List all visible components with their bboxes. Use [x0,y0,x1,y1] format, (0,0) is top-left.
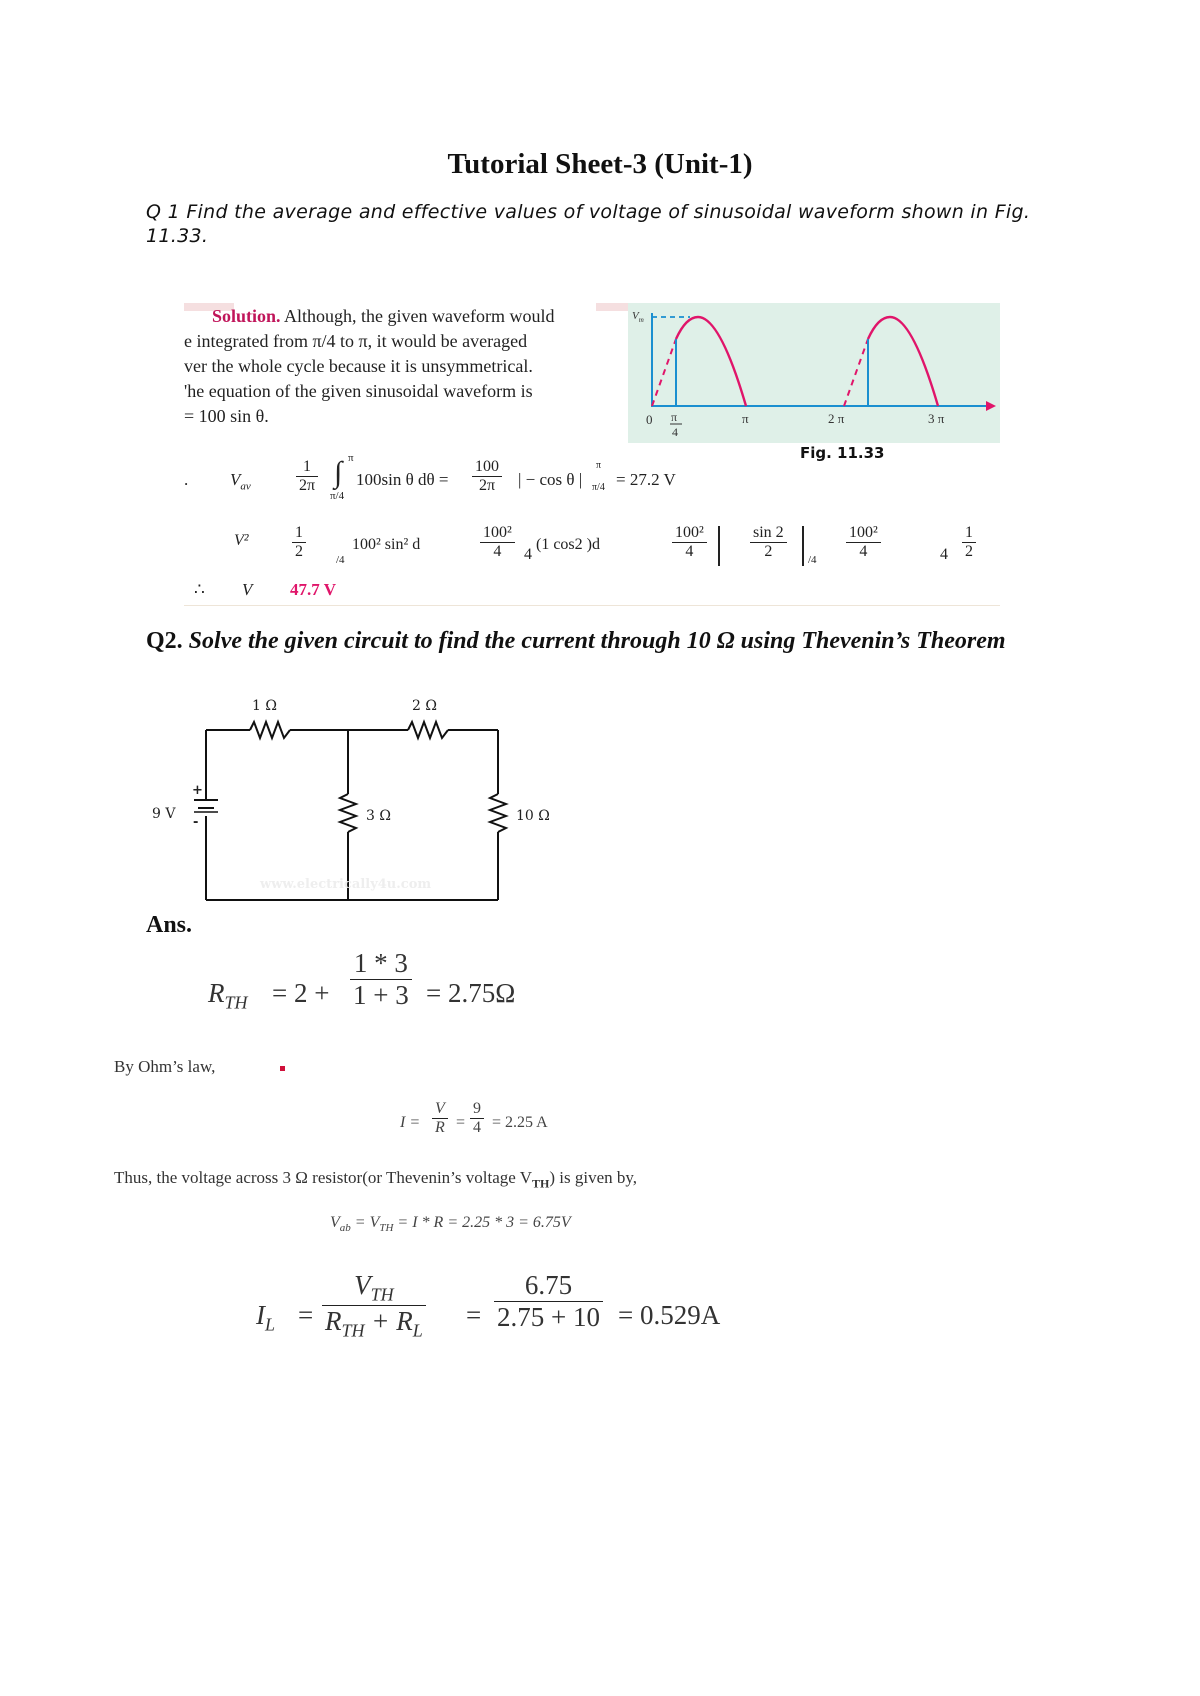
vav-integral: ∫ [334,456,343,489]
solution-line-1: Solution. Although, the given waveform would [212,306,555,326]
il-frac-2: $\frac{6.75}{2.75 + 10}$ [494,1270,603,1333]
solution-line-4: 'he equation of the given sinusoidal waveform is [184,381,533,401]
v2-frac-1: $\frac{1}{2}$ [292,524,306,561]
therefore-symbol: ∴ [194,580,205,599]
v2-bar-2 [802,526,804,566]
il-eq: = [298,1300,314,1330]
solution-bottom-rule [184,605,1000,606]
watermark: www.electrically4u.com [260,877,432,892]
r2-label: 2 Ω [412,698,437,714]
v2-body: 100² sin² d [352,536,421,553]
vab-equation: $V_{ab} = V_{TH} = I * R = 2.25 * 3 = 6.75V$ [330,1214,571,1235]
tick-pi: π [742,411,749,426]
solution-line-3: ver the whole cycle because it is unsymmetrical. [184,356,533,376]
i-eq: = [456,1114,466,1131]
resistor-3-symbol [340,794,356,832]
v2-tail-den: 4 [940,546,948,563]
figure-caption: Fig. 11.33 [800,444,885,462]
vav-frac-2: $\frac{100}{2\pi}$ [472,458,502,495]
vav-eval: | − cos θ | [518,470,583,489]
v2-frac-5: $\frac{\sin 2}{2}$ [750,524,787,561]
v-label: V [242,580,253,599]
il-result: = 0.529A [618,1300,721,1330]
waveform-figure [628,303,1000,443]
r3-label: 3 Ω [366,808,391,824]
v2-body2: (1 cos2 )d [536,536,600,553]
vm-label: $V_m$ [632,310,644,324]
source-plus: + [192,783,203,798]
vav-label: $V_{av}$ [230,470,251,493]
vav-frac-1: $\frac{1}{2\pi}$ [296,458,318,495]
v2-bar-1 [718,526,720,566]
rth-frac: $\frac{1 * 3}{1 + 3}$ [350,948,412,1011]
question-1-text: Q 1 Find the average and effective values of voltage of sinusoidal waveform shown in Fig. 11.33. [146,201,1031,247]
thevenin-voltage-text: Thus, the voltage across 3 Ω resistor(or Thevenin’s voltage $V_{TH}$) is given by, [114,1168,638,1191]
red-marker [280,1066,285,1071]
v-result: 47.7 V [290,580,336,599]
resistor-2-symbol [408,722,448,738]
vav-lower: π/4 [330,490,345,502]
rth-eq: = 2 + [272,978,330,1008]
v2-frac-3-den: 4 [524,546,532,563]
i-frac-2: $\frac{9}{4}$ [470,1100,484,1137]
tick-3pi: 3 π [928,411,945,426]
resistor-1-symbol [250,722,290,738]
r1-label: 1 Ω [252,698,277,714]
i-frac-1: $\frac{V}{R}$ [432,1100,448,1137]
page-title: Tutorial Sheet-3 (Unit-1) [447,148,753,180]
answer-label: Ans. [146,912,193,938]
rth-result: = 2.75Ω [426,978,516,1008]
il-lhs: $I_L$ [256,1300,276,1335]
v2-frac-2: $\frac{\text{100²}}{4}$ [480,524,515,561]
question-2-label: Q2. [146,628,183,654]
v2-lower: /4 [336,554,345,566]
v2-label: V² [234,532,249,549]
vav-upper: π [348,452,354,464]
vav-eval-lower: π/4 [592,482,605,493]
solution-line-2: e integrated from π/4 to π, it would be averaged [184,331,528,351]
solution-text [184,304,624,429]
source-label: 9 V [152,806,176,822]
il-frac-1: $V_{TH}$ $R_{TH} + R_L$ [322,1270,426,1342]
rth-lhs: $R_{TH}$ [208,978,248,1013]
i-result: = 2.25 A [492,1114,548,1131]
question-2-body: Solve the given circuit to find the current through 10 Ω using Thevenin’s Theorem [188,628,1006,654]
circuit-diagram [140,690,580,910]
bullet: . [184,470,189,489]
il-eq-2: = [466,1300,482,1330]
resistor-4-symbol [490,794,506,832]
source-minus: - [193,815,199,830]
r4-label: 10 Ω [516,808,550,824]
vav-eval-upper: π [596,460,602,471]
solution-line-5: = 100 sin θ. [184,406,269,426]
v2-lower-2: /4 [808,554,817,566]
tick-2pi: 2 π [828,411,845,426]
tick-pi-over-4-den: 4 [672,425,678,439]
tick-pi-over-4-num: π [671,410,678,424]
i-lhs: I = [400,1114,421,1131]
vav-body: 100sin θ dθ = [356,470,449,489]
ohms-law-text: By Ohm’s law, [114,1057,216,1076]
question-2-text [146,626,1086,657]
tick-0: 0 [646,412,653,427]
v2-frac-6: $\frac{\text{100²}}{4}$ [846,524,881,561]
vav-result: = 27.2 V [616,470,676,489]
solution-label: Solution. [212,306,281,326]
v2-frac-4: $\frac{\text{100²}}{4}$ [672,524,707,561]
v2-frac-7: $\frac{1}{2}$ [962,524,976,561]
